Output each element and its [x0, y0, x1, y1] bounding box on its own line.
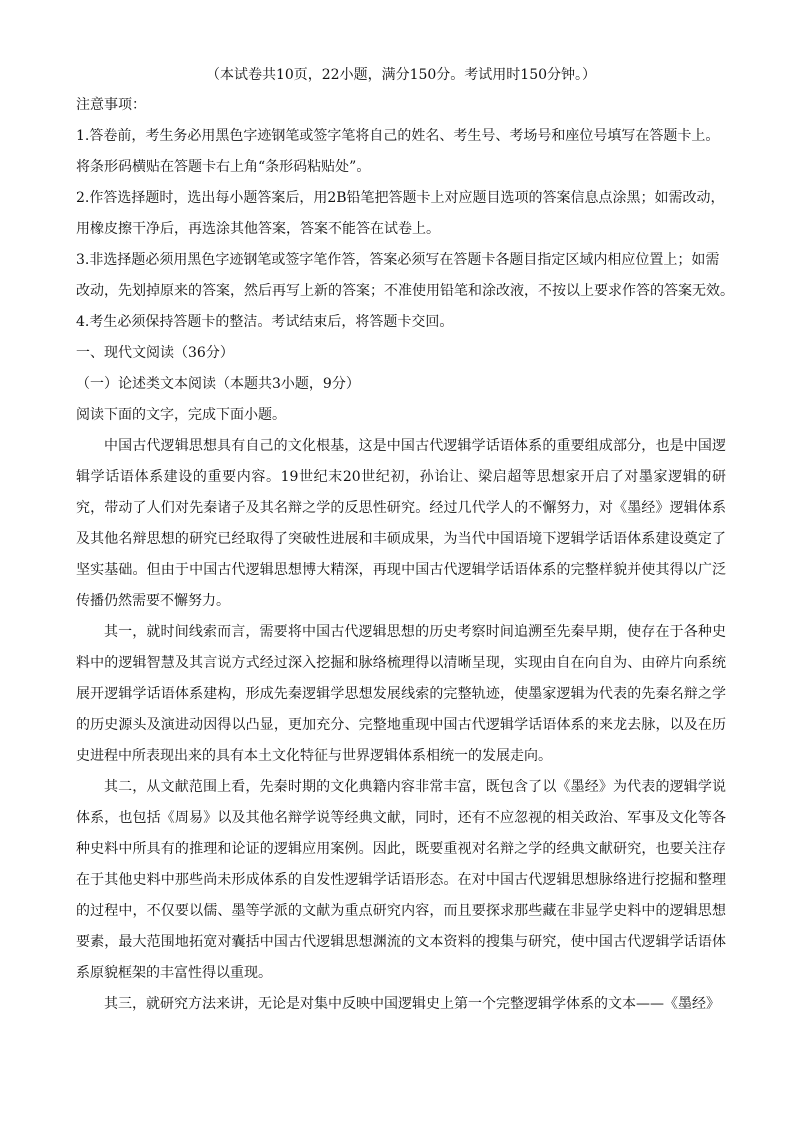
- section-title: 一、现代文阅读（36分）: [76, 345, 234, 361]
- reading-instruction: 阅读下面的文字，完成下面小题。: [76, 407, 286, 423]
- notice-line: 4.考生必须保持答题卡的整洁。考试结束后，将答题卡交回。: [76, 314, 454, 330]
- notice-line: 3.非选择题必须用黑色字迹钢笔或签字笔作答，答案必须写在答题卡各题目指定区域内相应位置上；如需: [76, 252, 720, 268]
- notice-line: 改动，先划掉原来的答案，然后再写上新的答案；不准使用铅笔和涂改液，不按以上要求作答的答案无效。: [76, 283, 734, 299]
- subsection-title: （一）论述类文本阅读（本题共3小题，9分）: [76, 376, 360, 392]
- passage-paragraph: 中国古代逻辑思想具有自己的文化根基，这是中国古代逻辑学话语体系的重要组成部分，也是中国逻辑学话语体系建设的重要内容。19世纪末20世纪初，孙诒让、梁启超等思想家开启了对墨家逻辑的研究，带动了人们对先秦诸子及其名辩之学的反思性研究。经过几代学人的不懈努力，对《墨经》逻辑体系及其他名辩思想的研究已经取得了突破性进展和丰硕成果，为当代中国语境下逻辑学话语体系建设奠定了坚实基础。但由于中国古代逻辑思想博大精深，再现中国古代逻辑学话语体系的完整样貌并使其得以广泛传播仍然需要不懈努力。: [76, 438, 726, 609]
- notice-line: 用橡皮擦干净后，再选涂其他答案，答案不能答在试卷上。: [76, 221, 440, 237]
- notice-line: 将条形码横贴在答题卡右上角“条形码粘贴处”。: [76, 159, 371, 175]
- notice-line: 1.答卷前，考生务必用黑色字迹钢笔或签字笔将自己的姓名、考生号、考场号和座位号填写在答题卡上。: [76, 128, 720, 144]
- passage-paragraph: 其二，从文献范围上看，先秦时期的文化典籍内容非常丰富，既包含了以《墨经》为代表的逻辑学说体系，也包括《周易》以及其他名辩学说等经典文献，同时，还有不应忽视的相关政治、军事及文化等各种史料中所具有的推理和论证的逻辑应用案例。因此，既要重视对名辩之学的经典文献研究，也要关注存在于其他史料中那些尚未形成体系的自发性逻辑学话语形态。在对中国古代逻辑思想脉络进行挖掘和整理的过程中，不仅要以儒、墨等学派的文献为重点研究内容，而且要探求那些藏在非显学史料中的逻辑思想要素，最大范围地拓宽对囊括中国古代逻辑思想渊流的文本资料的搜集与研究，使中国古代逻辑学话语体系原貌框架的丰富性得以重现。: [76, 779, 726, 981]
- notice-title: 注意事项：: [76, 97, 146, 113]
- passage-paragraph: 其一，就时间线索而言，需要将中国古代逻辑思想的历史考察时间追溯至先秦早期，使存在于各种史料中的逻辑智慧及其言说方式经过深入挖掘和脉络梳理得以清晰呈现，实现由自在向自为、由碎片向系统展开逻辑学话语体系建构，形成先秦逻辑学思想发展线索的完整轨迹，使墨家逻辑为代表的先秦名辩之学的历史源头及演进动因得以凸显，更加充分、完整地重现中国古代逻辑学话语体系的来龙去脉，以及在历史进程中所表现出来的具有本土文化特征与世界逻辑体系相统一的发展走向。: [76, 624, 726, 764]
- exam-page: [76, 60, 734, 1020]
- notice-line: 2.作答选择题时，选出每小题答案后，用2B铅笔把答题卡上对应题目选项的答案信息点涂黑；如需改动，: [76, 190, 725, 206]
- passage-paragraph: 其三，就研究方法来讲，无论是对集中反映中国逻辑史上第一个完整逻辑学体系的文本——《墨经》: [104, 996, 720, 1012]
- exam-subtitle: （本试卷共10页，22小题，满分150分。考试用时150分钟。）: [205, 67, 597, 83]
